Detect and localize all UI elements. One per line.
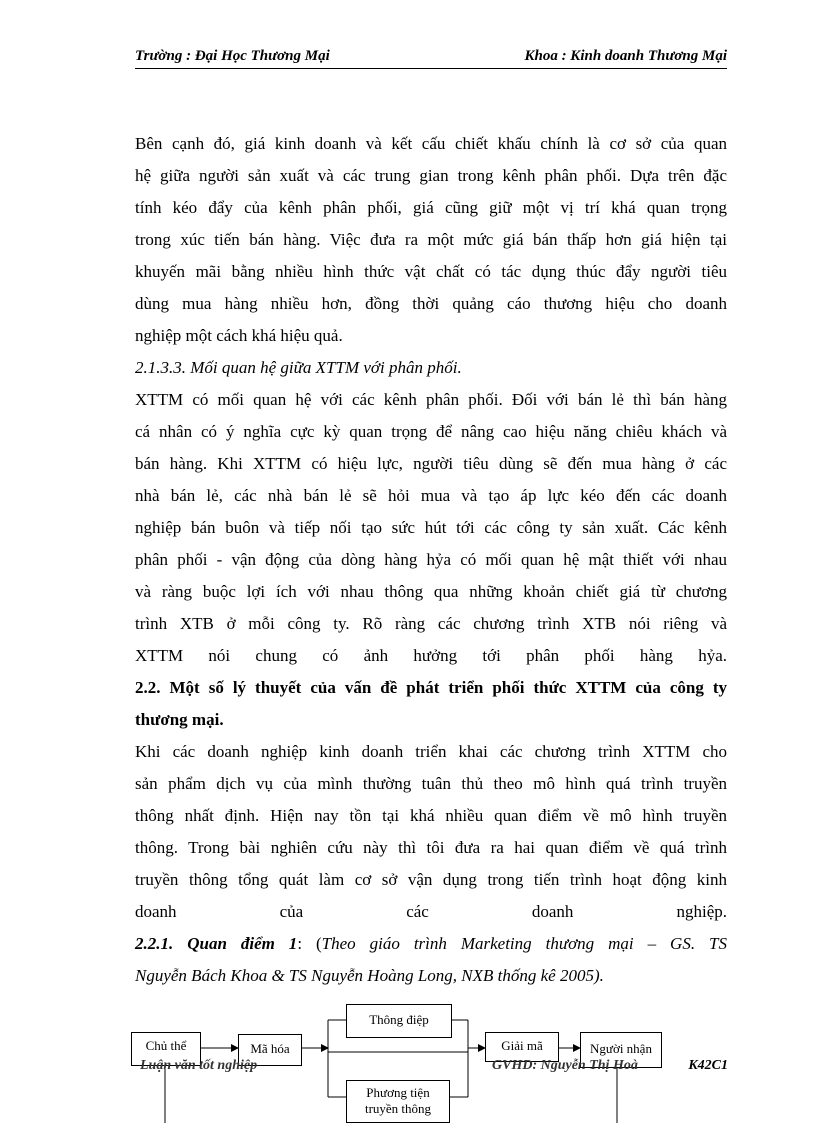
footer-thesis: Luận văn tốt nghiệp	[140, 1058, 258, 1073]
text-line: thương mại.	[135, 710, 224, 729]
text-line: thông nhất định. Hiện nay tồn tại khá nhiều quan điểm về mô hình truyền	[135, 806, 727, 825]
box-chu-the: Chủ thể	[131, 1032, 201, 1066]
text-line: sản phẩm dịch vụ của mình thường tuân thủ theo mô hình quá trình truyền	[135, 774, 727, 793]
text-line: trong xúc tiến bán hàng. Việc đưa ra một mức giá bán thấp hơn giá hiện tại	[135, 230, 727, 249]
text-line: nghiệp một cách khá hiệu quả.	[135, 326, 343, 345]
footer-class: K42C1	[688, 1058, 728, 1073]
box-thong-diep: Thông điệp	[346, 1004, 452, 1038]
text-line: trình XTB ở mỗi công ty. Rõ ràng các chương trình XTB nói riêng và	[135, 614, 727, 633]
text-line: truyền thông tổng quát làm cơ sở vận dụng trong tiến trình hoạt động kinh	[135, 870, 727, 889]
box-phuong-tien-line1: Phương tiện	[366, 1085, 430, 1100]
section-221-label: 2.2.1. Quan điểm 1	[135, 934, 298, 953]
text-line: nhà bán lẻ, các nhà bán lẻ sẽ hỏi mua và tạo áp lực kéo đến các doanh	[135, 486, 727, 505]
text-line: Khi các doanh nghiệp kinh doanh triển khai các chương trình XTTM cho	[135, 742, 727, 761]
text-line: khuyến mãi bằng nhiều hình thức vật chất có tác dụng thúc đẩy người tiêu	[135, 262, 727, 281]
box-giai-ma: Giải mã	[485, 1032, 559, 1062]
document-body	[135, 128, 727, 992]
paragraph-lines	[135, 128, 727, 928]
page-footer	[140, 1058, 728, 1076]
section-221-line2: Nguyễn Bách Khoa & TS Nguyễn Hoàng Long, NXB thống kê 2005).	[135, 966, 604, 985]
text-line: 2.1.3.3. Mối quan hệ giữa XTTM với phân phối.	[135, 358, 462, 377]
section-221-ref: Theo giáo trình Marketing thương mại – GS. TS	[321, 934, 727, 953]
text-line: XTTM nói chung có ảnh hưởng tới phân phối hàng hỷa.	[135, 646, 727, 665]
box-nguoi-nhan: Người nhận	[580, 1032, 662, 1068]
text-line: XTTM có mối quan hệ với các kênh phân phối. Đối với bán lẻ thì bán hàng	[135, 390, 727, 409]
section-221-line1	[135, 928, 727, 960]
text-line: nghiệp bán buôn và tiếp nối tạo sức hút tới các công ty sản xuất. Các kênh	[135, 518, 727, 537]
text-line: bán hàng. Khi XTTM có hiệu lực, người tiêu dùng sẽ đến mua hàng ở các	[135, 454, 727, 473]
page-header	[135, 46, 727, 69]
header-faculty: Khoa : Kinh doanh Thương Mại	[524, 48, 727, 64]
text-line: và ràng buộc lợi ích với nhau thông qua những khoản chiết giá từ chương	[135, 582, 727, 601]
text-line: hệ giữa người sản xuất và các trung gian trong kênh phân phối. Dựa trên đặc	[135, 166, 727, 185]
section-221-colon: : (	[297, 934, 322, 953]
text-line: 2.2. Một số lý thuyết của vấn đề phát triển phối thức XTTM của công ty	[135, 678, 727, 697]
box-phuong-tien	[346, 1080, 450, 1123]
text-line: Bên cạnh đó, giá kinh doanh và kết cấu chiết khấu chính là cơ sở của quan	[135, 134, 727, 153]
text-line: cá nhân có ý nghĩa cực kỳ quan trọng để nâng cao hiệu năng chiêu khách và	[135, 422, 727, 441]
text-line: thông. Trong bài nghiên cứu này thì tôi đưa ra hai quan điểm về quá trình	[135, 838, 727, 857]
text-line: dùng mua hàng nhiều hơn, đồng thời quảng cáo thương hiệu cho doanh	[135, 294, 727, 313]
box-ma-hoa: Mã hóa	[238, 1034, 302, 1066]
text-line: phân phối - vận động của dòng hàng hỷa có mối quan hệ mật thiết với nhau	[135, 550, 727, 569]
header-school: Trường : Đại Học Thương Mại	[135, 48, 330, 64]
text-line: doanh của các doanh nghiệp.	[135, 902, 727, 921]
text-line: tính kéo đẩy của kênh phân phối, giá cũng giữ một vị trí khá quan trọng	[135, 198, 727, 217]
footer-advisor: GVHD: Nguyễn Thị Hoà	[492, 1058, 638, 1073]
box-phuong-tien-line2: truyền thông	[364, 1101, 432, 1116]
